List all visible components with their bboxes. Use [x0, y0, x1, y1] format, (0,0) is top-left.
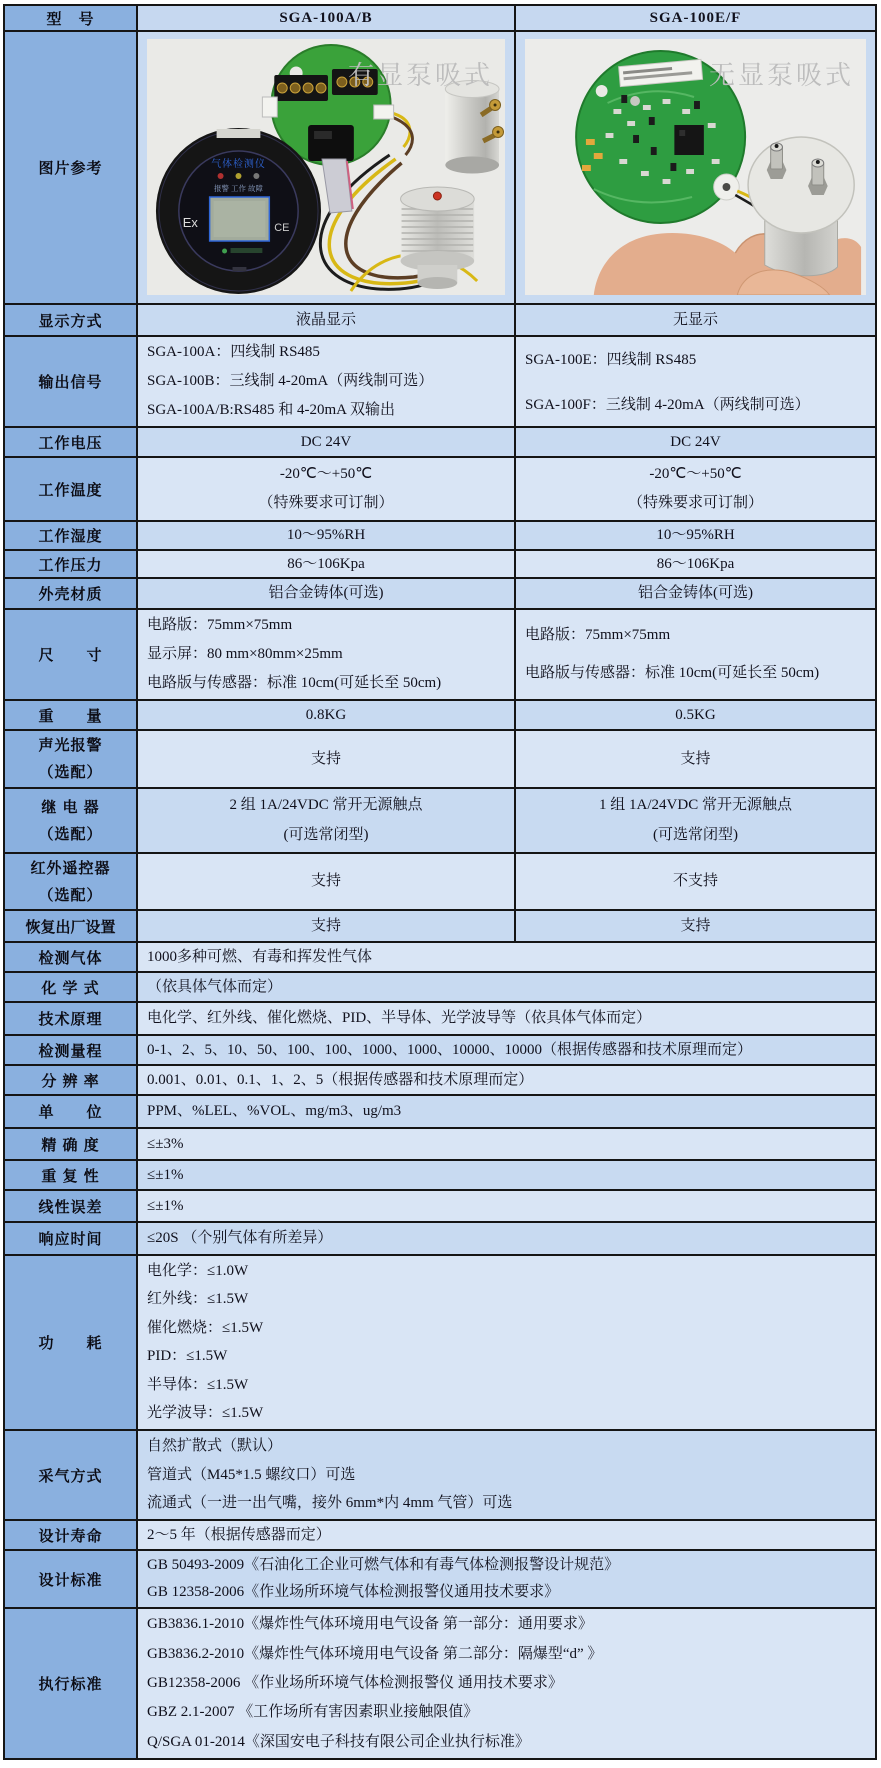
label-line: 红外遥控器: [30, 859, 111, 877]
row-design-life: [5, 1521, 875, 1551]
row-display-mode: [5, 305, 875, 337]
value-line: -20℃～+50℃: [649, 465, 742, 482]
value-a: 86～106Kpa: [138, 551, 516, 577]
value-b: 支持: [516, 911, 875, 941]
value: ≤±1%: [138, 1191, 875, 1221]
value-a: 支持: [138, 854, 516, 909]
row-linearity-error: [5, 1191, 875, 1223]
value: PPM、%LEL、%VOL、mg/m3、ug/m3: [138, 1096, 875, 1127]
row-resolution: [5, 1066, 875, 1096]
value-line: 流通式（一进一出气嘴，接外 6mm*内 4mm 气管）可选: [147, 1495, 513, 1512]
value: （依具体气体而定）: [138, 973, 875, 1001]
lcd-detector-device: [156, 128, 321, 294]
value: [138, 1551, 875, 1607]
row-working-voltage: [5, 428, 875, 458]
header-model-b: SGA-100E/F: [516, 6, 875, 30]
value: 电化学、红外线、催化燃烧、PID、半导体、光学波导等（依具体气体而定）: [138, 1003, 875, 1034]
label-line: （选配）: [38, 825, 103, 843]
row-label: 重 量: [5, 701, 138, 729]
row-label: 精 确 度: [5, 1129, 138, 1159]
photo-row-label: 图片参考: [5, 32, 138, 303]
value-b: [516, 789, 875, 852]
value-line: GBZ 2.1-2007 《工作场所有害因素职业接触限值》: [147, 1704, 479, 1721]
row-tech-principle: [5, 1003, 875, 1036]
value-a: 支持: [138, 731, 516, 787]
value-b: [516, 458, 875, 520]
value: 0.001、0.01、0.1、1、2、5（根据传感器和技术原理而定）: [138, 1066, 875, 1094]
row-label: 线性误差: [5, 1191, 138, 1221]
label-line: 继 电 器: [41, 798, 100, 816]
value-a: 支持: [138, 911, 516, 941]
value-line: 电化学：≤1.0W: [147, 1262, 249, 1279]
row-sampling-method: [5, 1431, 875, 1521]
value-line: GB 50493-2009《石油化工企业可燃气体和有毒气体检测报警设计规范》: [147, 1556, 620, 1573]
value-line: 电路版与传感器：标准 10cm(可延长至 50cm): [525, 665, 820, 682]
row-label: 尺 寸: [5, 610, 138, 699]
value-line: GB3836.2-2010《爆炸性气体环境用电气设备 第二部分：隔爆型“d” 》: [147, 1645, 603, 1662]
value-line: 自然扩散式（默认）: [147, 1437, 283, 1454]
row-label: 输出信号: [5, 337, 138, 426]
row-label: 分 辨 率: [5, 1066, 138, 1094]
row-label: 技术原理: [5, 1003, 138, 1034]
value-line: 1 组 1A/24VDC 常开无源触点: [599, 797, 792, 813]
row-label: 工作湿度: [5, 522, 138, 549]
value-a: 0.8KG: [138, 701, 516, 729]
value-a: 10～95%RH: [138, 522, 516, 549]
value-line: GB 12358-2006《作业场所环境气体检测报警仪通用技术要求》: [147, 1584, 560, 1601]
row-label: 检测量程: [5, 1036, 138, 1064]
value: 2～5 年（根据传感器而定）: [138, 1521, 875, 1549]
value-b: [516, 337, 875, 426]
row-label: 恢复出厂设置: [5, 911, 138, 941]
value-line: 催化燃烧：≤1.5W: [147, 1319, 264, 1336]
label-line: 声光报警: [38, 737, 103, 754]
header-model-a: SGA-100A/B: [138, 6, 516, 30]
value-line: 半导体：≤1.5W: [147, 1376, 249, 1393]
row-label: 显示方式: [5, 305, 138, 335]
spec-table: [3, 4, 877, 1760]
value-line: 电路版：75mm×75mm: [525, 626, 671, 643]
value-line: 显示屏：80 mm×80mm×25mm: [147, 646, 343, 662]
value-line: GB3836.1-2010《爆炸性气体环境用电气设备 第一部分：通用要求》: [147, 1616, 593, 1633]
value: [138, 1609, 875, 1758]
row-label: [5, 789, 138, 852]
value-b: 无显示: [516, 305, 875, 335]
svg-text:CE: CE: [274, 221, 290, 235]
value-line: SGA-100B：三线制 4-20mA（两线制可选）: [147, 373, 434, 389]
value: 0-1、2、5、10、50、100、100、1000、1000、10000、10000（根据传感器和技术原理而定）: [138, 1036, 875, 1064]
row-label: 重 复 性: [5, 1161, 138, 1189]
row-output-signal: [5, 337, 875, 428]
value-a: DC 24V: [138, 428, 516, 456]
value-line: -20℃～+50℃: [279, 465, 373, 482]
row-label: 外壳材质: [5, 579, 138, 608]
value: ≤±1%: [138, 1161, 875, 1189]
right-product-photo: [525, 39, 866, 295]
value-b: DC 24V: [516, 428, 875, 456]
row-repeatability: [5, 1161, 875, 1191]
row-weight: [5, 701, 875, 731]
header-model-label: 型 号: [5, 6, 138, 30]
row-label: 设计标准: [5, 1551, 138, 1607]
value: ≤20S （个别气体有所差异）: [138, 1223, 875, 1254]
value: 1000多种可燃、有毒和挥发性气体: [138, 943, 875, 971]
value: ≤±3%: [138, 1129, 875, 1159]
row-label: 工作压力: [5, 551, 138, 577]
row-label: [5, 854, 138, 909]
value-line: PID：≤1.5W: [147, 1348, 228, 1365]
svg-text:气体检测仪: 气体检测仪: [211, 158, 266, 171]
row-label: 执行标准: [5, 1609, 138, 1758]
row-factory-reset: [5, 911, 875, 943]
pcb-board: [576, 51, 745, 223]
value-line: SGA-100F：三线制 4-20mA（两线制可选）: [525, 397, 810, 413]
value-b: [516, 610, 875, 699]
row-working-humidity: [5, 522, 875, 551]
row-accuracy: [5, 1129, 875, 1161]
row-label: 设计寿命: [5, 1521, 138, 1549]
label-line: （选配）: [38, 886, 103, 904]
row-label: 功 耗: [5, 1256, 138, 1429]
value-b: 不支持: [516, 854, 875, 909]
value-line: SGA-100E：四线制 RS485: [525, 352, 697, 368]
row-photo-reference: [5, 32, 875, 305]
value-line: (可选常闭型): [653, 827, 738, 843]
row-relay: [5, 789, 875, 854]
row-working-temperature: [5, 458, 875, 522]
row-label: 检测气体: [5, 943, 138, 971]
value-line: （特殊要求可订制）: [258, 495, 394, 512]
row-label: [5, 731, 138, 787]
value: [138, 1431, 875, 1519]
value-line: SGA-100A/B:RS485 和 4-20mA 双输出: [147, 402, 395, 418]
value-a: 液晶显示: [138, 305, 516, 335]
value-line: GB12358-2006 《作业场所环境气体检测报警仪 通用技术要求》: [147, 1674, 563, 1691]
row-label: 采气方式: [5, 1431, 138, 1519]
value-b: 支持: [516, 731, 875, 787]
value-b: 86～106Kpa: [516, 551, 875, 577]
value-line: (可选常闭型): [283, 827, 369, 843]
row-working-pressure: [5, 551, 875, 579]
row-response-time: [5, 1223, 875, 1256]
left-product-photo: [147, 39, 505, 295]
row-unit: [5, 1096, 875, 1129]
value-line: SGA-100A：四线制 RS485: [147, 344, 320, 360]
value-b: 0.5KG: [516, 701, 875, 729]
value-b: 10～95%RH: [516, 522, 875, 549]
value-line: （特殊要求可订制）: [627, 495, 763, 512]
row-label: 单 位: [5, 1096, 138, 1127]
row-shell-material: [5, 579, 875, 610]
value-a: [138, 789, 516, 852]
value-a: 铝合金铸体(可选): [138, 579, 516, 608]
row-detect-range: [5, 1036, 875, 1066]
row-execution-standard: [5, 1609, 875, 1758]
value-line: 电路版：75mm×75mm: [147, 617, 293, 633]
value-line: 电路版与传感器：标准 10cm(可延长至 50cm): [147, 675, 442, 691]
value-a: [138, 458, 516, 520]
left-watermark: 有显泵吸式: [347, 60, 493, 90]
value-line: 红外线：≤1.5W: [147, 1291, 249, 1308]
value-line: 管道式（M45*1.5 螺纹口）可选: [147, 1466, 356, 1483]
pump-cylinder: [445, 81, 503, 174]
photo-cell-left: [138, 32, 516, 303]
right-watermark: 无显泵吸式: [708, 60, 854, 90]
svg-text:报警 工作 故障: 报警 工作 故障: [214, 183, 263, 194]
svg-text:Ex: Ex: [182, 214, 198, 231]
row-ir-remote: [5, 854, 875, 911]
row-label: 响应时间: [5, 1223, 138, 1254]
row-power-consumption: [5, 1256, 875, 1431]
table-header-row: [5, 6, 875, 32]
row-design-standard: [5, 1551, 875, 1609]
row-detect-gas: [5, 943, 875, 973]
value-line: Q/SGA 01-2014《深国安电子科技有限公司企业执行标准》: [147, 1733, 530, 1750]
row-dimensions: [5, 610, 875, 701]
row-chemical-formula: [5, 973, 875, 1003]
value-b: 铝合金铸体(可选): [516, 579, 875, 608]
value-a: [138, 337, 516, 426]
photo-cell-right: [516, 32, 875, 303]
value-a: [138, 610, 516, 699]
value-line: 2 组 1A/24VDC 常开无源触点: [229, 797, 423, 813]
label-line: （选配）: [38, 764, 103, 781]
row-label: 化 学 式: [5, 973, 138, 1001]
value-line: 光学波导：≤1.5W: [147, 1405, 264, 1422]
right-product-photo-illustration: [525, 39, 866, 295]
row-sound-light-alarm: [5, 731, 875, 789]
row-label: 工作电压: [5, 428, 138, 456]
row-label: 工作温度: [5, 458, 138, 520]
value: [138, 1256, 875, 1429]
left-product-photo-illustration: [147, 39, 505, 295]
